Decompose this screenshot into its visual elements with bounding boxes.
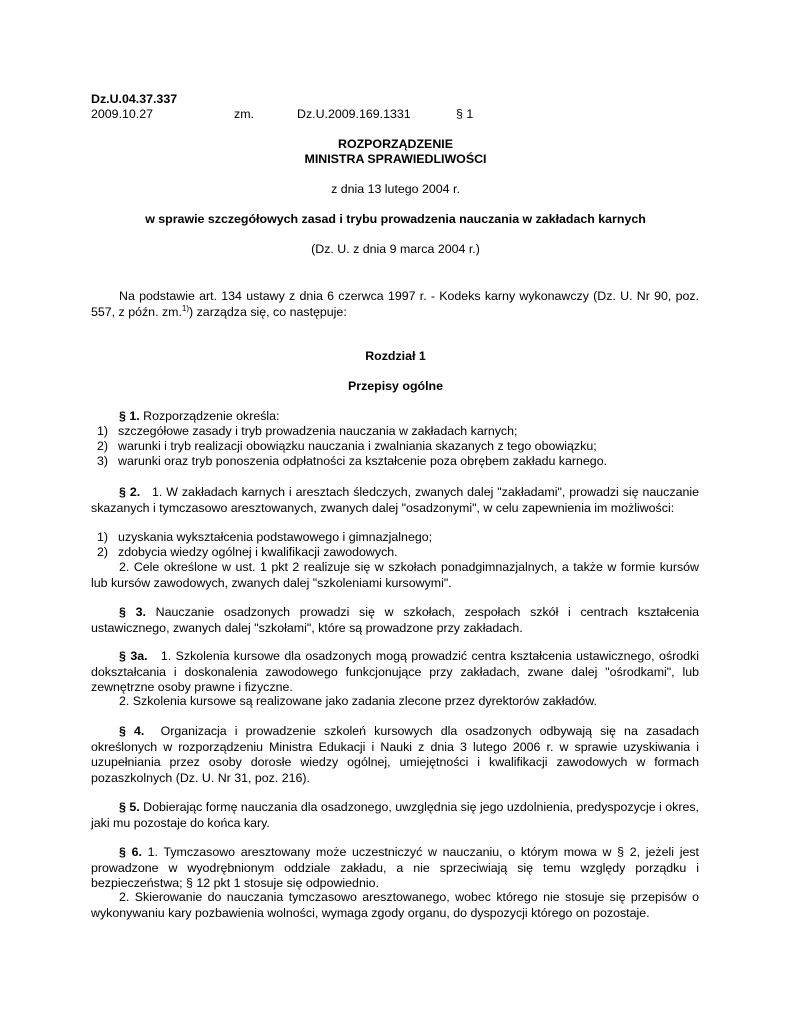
paragraph-mark: § 4.	[119, 724, 145, 738]
paragraph-1: § 1. Rozporządzenie określa:	[119, 409, 280, 423]
change-label: zm.	[234, 107, 254, 121]
footnote-mark: 1)	[181, 303, 190, 313]
list-item: 2) zdobycia wiedzy ogólnej i kwalifikacji zawodowych.	[97, 545, 398, 559]
paragraph-6: § 6. 1. Tymczasowo aresztowany może uczestniczyć w nauczaniu, o którym mowa w § 2, jeżeli jest prowadzone w wyodrębnionym oddziale zakładu, a nie sprzeciwiają się temu względy porządku i bezpieczeństwa; § 12 pkt 1 stosuje się odpowiednio.	[91, 845, 699, 890]
paragraph-mark: § 3.	[119, 605, 146, 619]
paragraph-3a: § 3a. 1. Szkolenia kursowe dla osadzonych mogą prowadzić centra kształcenia ustawicznego, ośrodki dokształcania i doskonalenia zawodowego funkcjonujące przy zakładach, zwane dalej "ośrodkami", lub zewnętrzne osoby prawne i fizyczne.	[91, 649, 700, 694]
paragraph-mark: § 2.	[119, 485, 141, 499]
paragraph-3: § 3. Nauczanie osadzonych prowadzi się w szkołach, zespołach szkół i centrach kształcenia ustawicznego, zwanych dalej "szkołami", które są prowadzone przy zakładach.	[91, 605, 700, 635]
paragraph-3a-section-2: 2. Szkolenia kursowe są realizowane jako zadania zlecone przez dyrektorów zakładów.	[119, 694, 597, 708]
paragraph-5: § 5. Dobierając formę nauczania dla osadzonego, uwzględnia się jego uzdolnienia, predyspozycje i okres, jaki mu pozostaje do końca kary.	[91, 800, 699, 830]
paragraph-mark: § 5.	[119, 800, 140, 814]
doc-id: Dz.U.04.37.337	[91, 92, 178, 106]
list-item: 3) warunki oraz tryb ponoszenia odpłatności za kształcenie poza obrębem zakładu karnego.	[97, 454, 608, 468]
title-date: z dnia 13 lutego 2004 r.	[331, 182, 460, 196]
change-reference: Dz.U.2009.169.1331	[297, 107, 411, 121]
paragraph-2-section-2: 2. Cele określone w ust. 1 pkt 2 realizuje się w szkołach ponadgimnazjalnych, a także w formie kursów lub kursów zawodowych, zwanych dalej "szkoleniami kursowymi".	[91, 560, 699, 590]
paragraph-2: § 2. 1. W zakładach karnych i aresztach śledczych, zwanych dalej "zakładami", prowadzi się nauczanie skazanych i tymczasowo aresztowanych, zwanych dalej "osadzonymi", w celu zapewnienia im możliwości:	[91, 485, 699, 515]
paragraph-mark: § 6.	[119, 845, 142, 859]
chapter-title: Przepisy ogólne	[347, 379, 444, 393]
title-line-1: ROZPORZĄDZENIE	[338, 137, 453, 151]
title-line-2: MINISTRA SPRAWIEDLIWOŚCI	[304, 152, 487, 166]
paragraph-4: § 4. Organizacja i prowadzenie szkoleń kursowych dla osadzonych odbywają się na zasadach określonych w rozporządzeniu Ministra Edukacji i Nauki z dnia 3 lutego 2006 r. w sprawie uzyskiwania i uzupełniania przez osoby dorosłe wiedzy ogólnej, umiejętności i kwalifikacji zawodowych w formach pozaszkolnych (Dz. U. Nr 31, poz. 216).	[91, 724, 699, 785]
publication-reference: (Dz. U. z dnia 9 marca 2004 r.)	[311, 242, 480, 256]
preamble: Na podstawie art. 134 ustawy z dnia 6 czerwca 1997 r. - Kodeks karny wykonawczy (Dz. U. Nr 90, poz. 557, z późn. zm.$^{1)}$) zarządza się, co następuje:	[91, 289, 699, 319]
paragraph-mark: § 1.	[119, 409, 140, 423]
chapter-number: Rozdział 1	[365, 349, 426, 363]
title-subject: w sprawie szczegółowych zasad i trybu prowadzenia nauczania w zakładach karnych	[145, 212, 646, 226]
list-item: 1) szczegółowe zasady i tryb prowadzenia nauczania w zakładach karnych;	[97, 424, 518, 438]
list-item: 1) uzyskania wykształcenia podstawowego i gimnazjalnego;	[97, 530, 433, 544]
list-item: 2) warunki i tryb realizacji obowiązku nauczania i zwalniania skazanych z tego obowiązku;	[97, 439, 597, 453]
paragraph-mark: § 3a.	[119, 649, 148, 663]
paragraph-6-section-2: 2. Skierowanie do nauczania tymczasowo aresztowanego, wobec którego nie stosuje się przepisów o wykonywaniu kary pozbawienia wolności, wymaga zgody organu, do dyspozycji którego on pozostaje.	[91, 890, 699, 920]
changed-section: § 1	[456, 107, 474, 121]
doc-date: 2009.10.27	[91, 107, 154, 121]
